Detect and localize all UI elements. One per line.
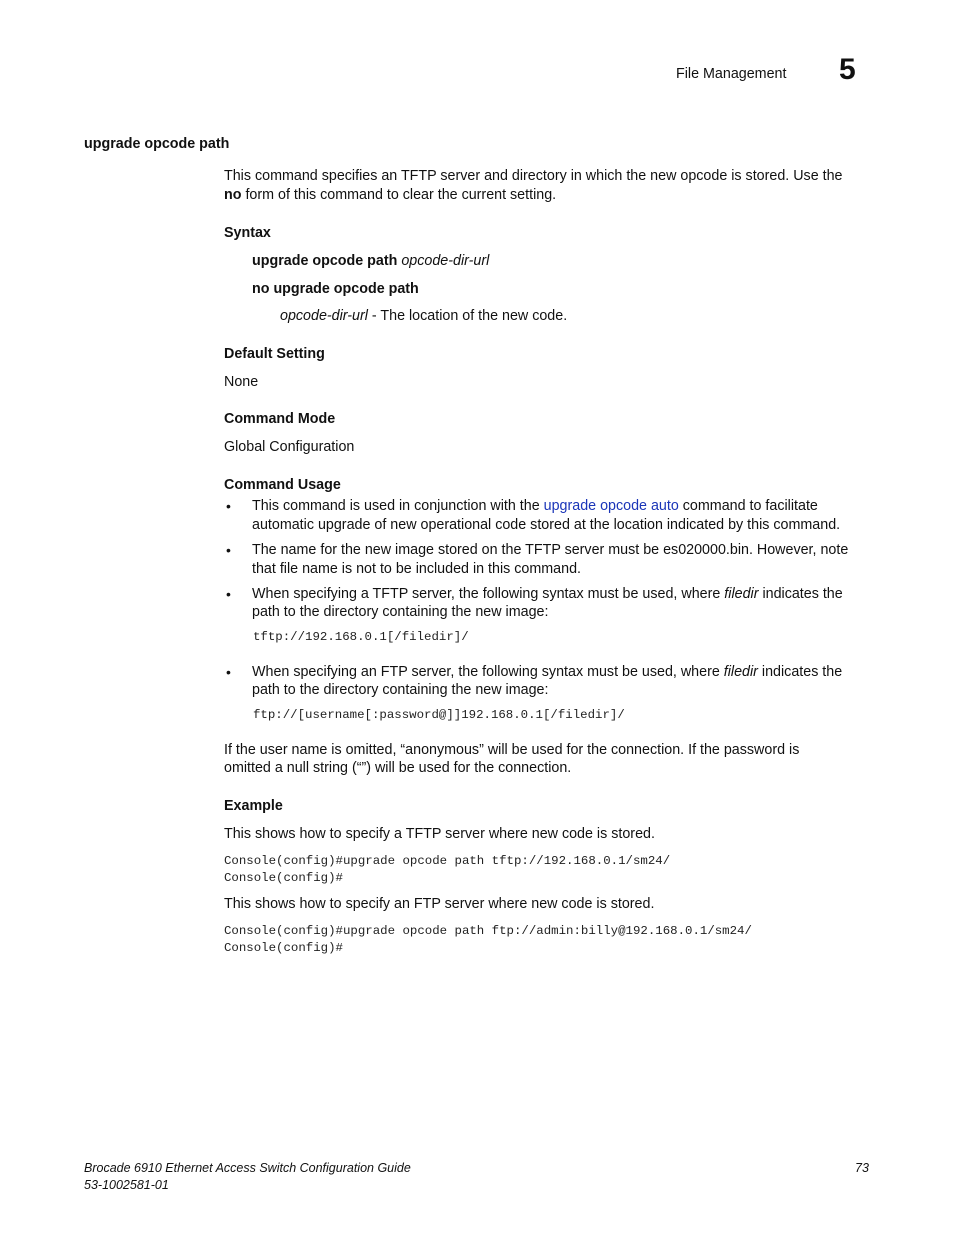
example-2-code-line-1: Console(config)#upgrade opcode path ftp://admin:billy@192.168.0.1/sm24/ xyxy=(224,924,752,938)
footer-guide-title: Brocade 6910 Ethernet Access Switch Configuration Guide xyxy=(84,1161,411,1175)
footer-page-number: 73 xyxy=(855,1161,869,1175)
example-2-code-line-2: Console(config)# xyxy=(224,941,343,955)
bullet-2: • xyxy=(226,542,231,558)
upgrade-opcode-auto-link[interactable]: upgrade opcode auto xyxy=(543,498,679,514)
usage-item-1-text: This command is used in conjunction with the xyxy=(252,498,544,514)
example-2-text: This shows how to specify an FTP server where new code is stored. xyxy=(224,896,655,912)
default-setting-heading: Default Setting xyxy=(224,346,325,362)
command-title: upgrade opcode path xyxy=(84,136,230,152)
usage-item-2-line-2: that file name is not to be included in this command. xyxy=(252,561,582,577)
syntax-heading: Syntax xyxy=(224,225,271,241)
syntax-line-2: no upgrade opcode path xyxy=(252,281,419,297)
example-heading: Example xyxy=(224,798,283,814)
usage-note-line-1: If the user name is omitted, “anonymous” will be used for the connection. If the password is xyxy=(224,742,800,758)
parameter-name: opcode-dir-url xyxy=(280,308,368,324)
parameter-text: - The location of the new code. xyxy=(367,308,568,324)
syntax-line-1 xyxy=(252,253,489,269)
usage-item-4-line-1 xyxy=(252,664,842,680)
bullet-1: • xyxy=(226,498,231,514)
description-line-2 xyxy=(224,187,556,203)
footer-doc-number: 53-1002581-01 xyxy=(84,1178,169,1192)
usage-item-4-italic: filedir xyxy=(723,664,758,680)
command-mode-heading: Command Mode xyxy=(224,411,336,427)
description-rest: form of this command to clear the current setting. xyxy=(241,187,557,203)
usage-item-1-line-2: automatic upgrade of new operational code stored at the location indicated by this command. xyxy=(252,517,841,533)
usage-item-2-line-1: The name for the new image stored on the TFTP server must be es020000.bin. However, note xyxy=(252,542,849,558)
bullet-4: • xyxy=(226,664,231,680)
usage-item-4-text: When specifying an FTP server, the following syntax must be used, where xyxy=(252,664,724,680)
usage-item-3-line-2: path to the directory containing the new image: xyxy=(252,604,549,620)
command-mode-value: Global Configuration xyxy=(224,439,355,455)
description-line-1: This command specifies an TFTP server and directory in which the new opcode is stored. Use the xyxy=(224,168,843,184)
default-setting-value: None xyxy=(224,374,259,390)
usage-item-3-line-1 xyxy=(252,586,843,602)
usage-item-3-text: When specifying a TFTP server, the following syntax must be used, where xyxy=(252,586,725,602)
example-1-code-line-2: Console(config)# xyxy=(224,871,343,885)
syntax-command: upgrade opcode path xyxy=(252,253,402,269)
parameter-description xyxy=(280,308,567,324)
chapter-number: 5 xyxy=(839,53,856,86)
usage-item-1-text-post: command to facilitate xyxy=(678,498,818,514)
usage-item-3-text-post: indicates the xyxy=(758,586,843,602)
usage-item-1-line-1 xyxy=(252,498,818,514)
usage-item-4-text-post: indicates the xyxy=(757,664,843,680)
usage-item-3-italic: filedir xyxy=(724,586,759,602)
bullet-3: • xyxy=(226,586,231,602)
no-keyword: no xyxy=(224,187,242,203)
tftp-syntax-code: tftp://192.168.0.1[/filedir]/ xyxy=(253,630,469,644)
syntax-parameter: opcode-dir-url xyxy=(401,253,490,269)
usage-note-line-2: omitted a null string (“”) will be used for the connection. xyxy=(224,760,572,776)
command-usage-heading: Command Usage xyxy=(224,477,341,493)
running-header-title: File Management xyxy=(676,66,787,82)
example-1-text: This shows how to specify a TFTP server where new code is stored. xyxy=(224,826,655,842)
usage-item-4-line-2: path to the directory containing the new image: xyxy=(252,682,549,698)
example-1-code-line-1: Console(config)#upgrade opcode path tftp://192.168.0.1/sm24/ xyxy=(224,854,671,868)
ftp-syntax-code: ftp://[username[:password@]]192.168.0.1[/filedir]/ xyxy=(253,708,625,722)
